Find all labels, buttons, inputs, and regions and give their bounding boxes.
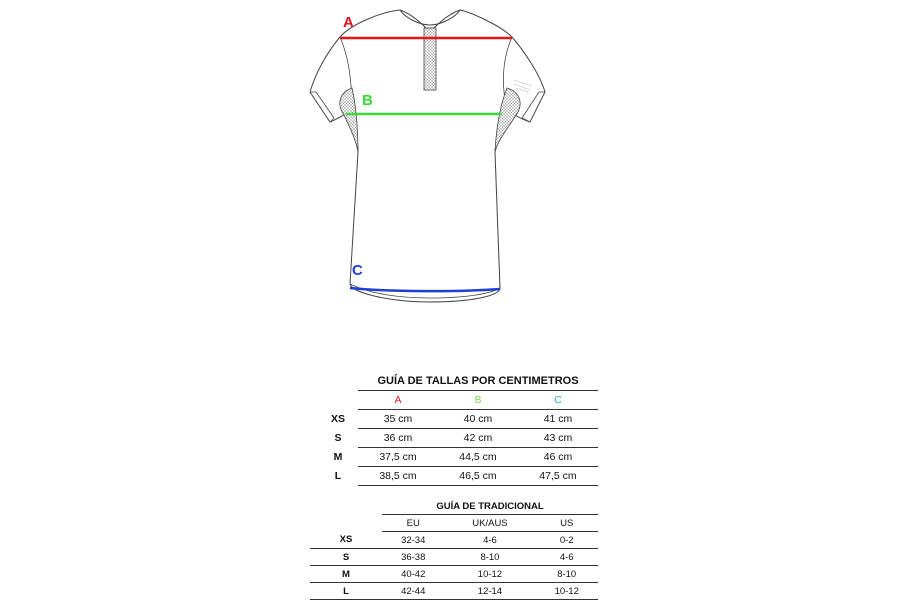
trad-row-xs	[310, 532, 598, 549]
size-label: XS	[330, 413, 345, 425]
cm-value: 42 cm	[438, 429, 518, 448]
size-label: XS	[310, 532, 382, 549]
cm-value: 46,5 cm	[438, 467, 518, 486]
cm-table-title: GUÍA DE TALLAS POR CENTIMETROS	[358, 372, 598, 391]
cm-row-m	[318, 448, 598, 467]
cm-header-b: B	[438, 391, 518, 410]
size-label: S	[310, 549, 382, 566]
cm-value: 40 cm	[438, 410, 518, 429]
trad-value: 32-34	[382, 532, 444, 549]
trad-value: 4-6	[535, 549, 598, 566]
cm-value: 46 cm	[518, 448, 598, 467]
trad-value: 36-38	[382, 549, 444, 566]
trad-value: 40-42	[382, 566, 444, 583]
trad-value: 42-44	[382, 583, 444, 600]
size-label: S	[334, 432, 342, 444]
trad-table-title: GUÍA DE TRADICIONAL	[382, 499, 598, 515]
shirt-diagram	[300, 0, 560, 320]
cm-header-c: C	[518, 391, 598, 410]
measure-label-b: B	[362, 92, 373, 109]
cm-row-s	[318, 429, 598, 448]
trad-value: 0-2	[535, 532, 598, 549]
cm-value: 47,5 cm	[518, 467, 598, 486]
cm-value: 38,5 cm	[358, 467, 438, 486]
size-guide-traditional-table	[310, 499, 598, 600]
trad-value: 8-10	[535, 566, 598, 583]
measure-label-a: A	[343, 14, 354, 31]
size-label: L	[310, 583, 382, 600]
cm-value: 41 cm	[518, 410, 598, 429]
cm-value: 43 cm	[518, 429, 598, 448]
cm-value: 44,5 cm	[438, 448, 518, 467]
trad-header-eu: EU	[382, 515, 444, 532]
cm-value: 37,5 cm	[358, 448, 438, 467]
trad-row-l	[310, 583, 598, 600]
trad-header-us: US	[535, 515, 598, 532]
size-label: M	[333, 451, 343, 463]
size-guide-cm-table	[318, 372, 598, 486]
trad-value: 12-14	[444, 583, 535, 600]
size-label: M	[310, 566, 382, 583]
cm-header-a: A	[358, 391, 438, 410]
trad-value: 8-10	[444, 549, 535, 566]
size-label: L	[334, 470, 342, 482]
cm-row-xs	[318, 410, 598, 429]
trad-value: 10-12	[535, 583, 598, 600]
trad-row-m	[310, 566, 598, 583]
trad-value: 4-6	[444, 532, 535, 549]
measure-label-c: C	[352, 262, 363, 279]
trad-header-uk-aus: UK/AUS	[444, 515, 535, 532]
cm-value: 36 cm	[358, 429, 438, 448]
trad-row-s	[310, 549, 598, 566]
cm-value: 35 cm	[358, 410, 438, 429]
cm-row-l	[318, 467, 598, 486]
trad-value: 10-12	[444, 566, 535, 583]
